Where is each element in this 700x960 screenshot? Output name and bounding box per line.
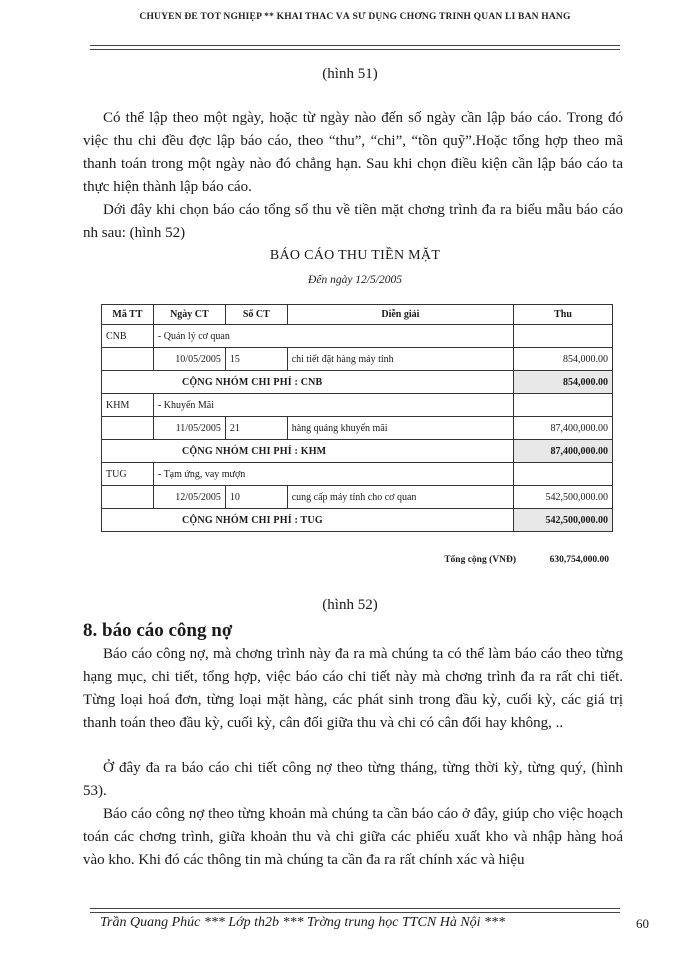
date-cell: 12/05/2005 [153, 486, 225, 509]
paragraph-report-intro: Dới đây khi chọn báo cáo tổng số thu về tiền mặt chơng trình đa ra biểu mẫu báo cáo nh sau: (hình 52) [83, 202, 623, 241]
paragraph-debt-report: Báo cáo công nợ, mà chơng trình này đa ra mà chúng ta có thể làm báo cáo theo từng hạng mục, chi tiết, tổng hợp, việc báo cáo chi tiết này mà chơng trình đa ra rất chi tiết. Từng loại hoá đơn, từng loại mặt hàng, các phát sinh trong đầu kỳ, cuối kỳ, các giá trị thanh toán theo đầu kỳ, cuối kỳ, cân đối giữa thu và chi có cân đối hay không, .. [83, 646, 623, 731]
empty-cell [102, 486, 154, 509]
subtotal-label: CỘNG NHÓM CHI PHÍ : KHM [102, 440, 514, 463]
table-row [102, 348, 613, 371]
subtotal-row [102, 440, 613, 463]
group-header-row [102, 463, 613, 486]
page-header: CHUYÊN ĐỀ TỐT NGHIỆP ** KHAI THÁC VÀ SỬ DỤNG CHƠNG TRÌNH QUẢN LÍ BÁN HÀNG [139, 12, 571, 22]
page-number: 60 [636, 916, 649, 931]
subtotal-value: 542,500,000.00 [514, 509, 613, 532]
subtotal-row [102, 509, 613, 532]
amount-cell: 87,400,000.00 [514, 417, 613, 440]
empty-cell [514, 463, 613, 486]
description-cell: chi tiết đặt hàng máy tính [287, 348, 513, 371]
total-value: 630,754,000.00 [549, 555, 609, 565]
cash-receipt-report-table [101, 304, 613, 532]
empty-cell [514, 394, 613, 417]
subtotal-value: 87,400,000.00 [514, 440, 613, 463]
group-code: CNB [102, 325, 154, 348]
group-header-row [102, 394, 613, 417]
figure-caption-51: (hình 51) [322, 66, 378, 82]
amount-cell: 854,000.00 [514, 348, 613, 371]
column-header: Số CT [225, 305, 287, 325]
report-title: BÁO CÁO THU TIỀN MẶT [269, 248, 441, 263]
group-header-row [102, 325, 613, 348]
number-cell: 21 [225, 417, 287, 440]
subtotal-label: CỘNG NHÓM CHI PHÍ : TUG [102, 509, 514, 532]
figure-caption-52: (hình 52) [322, 597, 378, 613]
group-name: - Khuyến Mãi [153, 394, 513, 417]
date-cell: 10/05/2005 [153, 348, 225, 371]
section-title: 8. báo cáo công nợ [83, 620, 233, 641]
paragraph-debt-detail: Ở đây đa ra báo cáo chi tiết công nợ theo từng tháng, từng thời kỳ, từng quý, (hình 53). [83, 760, 623, 799]
number-cell: 15 [225, 348, 287, 371]
footer-rule-bottom [90, 912, 620, 913]
subtotal-row [102, 371, 613, 394]
table-row [102, 417, 613, 440]
group-code: KHM [102, 394, 154, 417]
description-cell: hàng quảng khuyến mãi [287, 417, 513, 440]
column-header: Diễn giải [287, 305, 513, 325]
group-name: - Quản lý cơ quan [153, 325, 513, 348]
table-row [102, 486, 613, 509]
column-header: Ngày CT [153, 305, 225, 325]
total-label: Tổng cộng (VNĐ) [444, 555, 516, 565]
report-subtitle: Đến ngày 12/5/2005 [308, 274, 402, 286]
description-cell: cung cấp máy tính cho cơ quan [287, 486, 513, 509]
empty-cell [514, 325, 613, 348]
subtotal-value: 854,000.00 [514, 371, 613, 394]
paragraph-debt-accounting: Báo cáo công nợ theo từng khoản mà chúng ta cần báo cáo ở đây, giúp cho việc hoạch toán các chơng trình, giữa khoản thu và chi giữa các phiếu xuất kho và nhập hàng hoá vào kho. Khi đó các thông tin mà chúng ta cần đa ra rất chính xác và hiệu [83, 806, 623, 868]
footer-text: Trần Quang Phúc *** Lớp th2b *** Trờng trung học TTCN Hà Nội *** [100, 915, 506, 930]
table-header-row [102, 305, 613, 325]
subtotal-label: CỘNG NHÓM CHI PHÍ : CNB [102, 371, 514, 394]
group-name: - Tạm ứng, vay mượn [153, 463, 513, 486]
amount-cell: 542,500,000.00 [514, 486, 613, 509]
header-rule-top [90, 45, 620, 46]
paragraph-intro: Có thể lập theo một ngày, hoặc từ ngày nào đến số ngày cần lập báo cáo. Trong đó việc thu chi đều đợc lập báo cáo, theo “thu”, “chi”, “tồn quỹ”.Hoặc tổng hợp theo mã thanh toán trong một ngày nào đó chẳng hạn. Sau khi chọn điều kiện cần lập báo cáo ta thực hiện thành lập báo cáo. [83, 110, 623, 195]
column-header: Mã TT [102, 305, 154, 325]
header-rule-bottom [90, 49, 620, 50]
column-header: Thu [514, 305, 613, 325]
date-cell: 11/05/2005 [153, 417, 225, 440]
footer-rule-top [90, 908, 620, 909]
number-cell: 10 [225, 486, 287, 509]
empty-cell [102, 417, 154, 440]
empty-cell [102, 348, 154, 371]
group-code: TUG [102, 463, 154, 486]
